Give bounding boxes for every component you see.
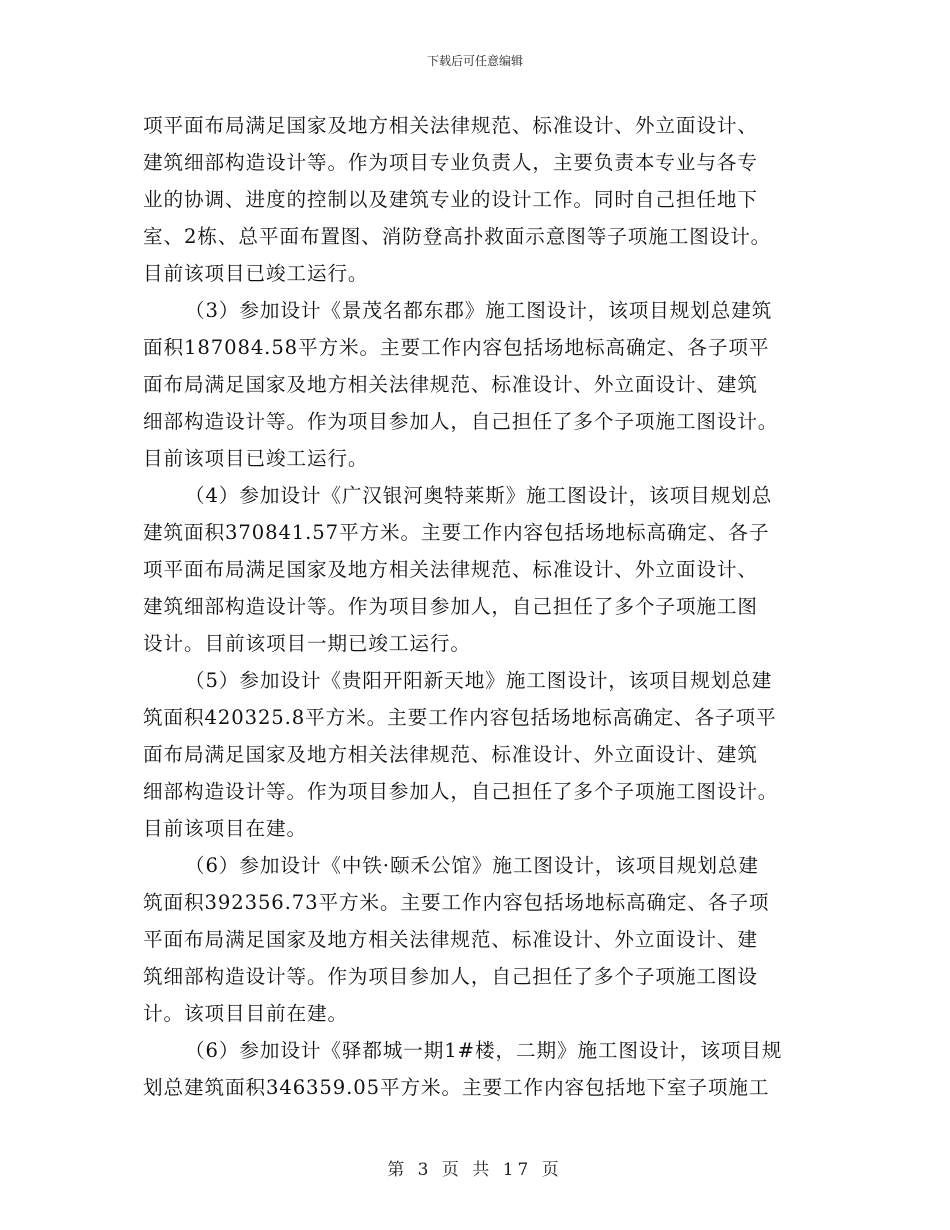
text-line: 项平面布局满足国家及地方相关法律规范、标准设计、外立面设计、	[143, 558, 758, 581]
text-line: 筑细部构造设计等。作为项目参加人，自己担任了多个子项施工图设	[143, 965, 758, 988]
text-line: 项平面布局满足国家及地方相关法律规范、标准设计、外立面设计、	[143, 114, 758, 137]
text-line: 计。该项目目前在建。	[143, 1002, 348, 1025]
text-line: 面布局满足国家及地方相关法律规范、标准设计、外立面设计、建筑	[143, 373, 758, 396]
document-body	[143, 107, 811, 1106]
text-line: 目前该项目在建。	[143, 817, 307, 840]
text-line: 设计。目前该项目一期已竣工运行。	[143, 632, 471, 655]
text-line: 面布局满足国家及地方相关法律规范、标准设计、外立面设计、建筑	[143, 743, 758, 766]
paragraph-first-line: （5）参加设计《贵阳开阳新天地》施工图设计，该项目规划总建	[185, 669, 773, 692]
text-line: 目前该项目已竣工运行。	[143, 262, 369, 285]
text-line: 建筑细部构造设计等。作为项目专业负责人，主要负责本专业与各专	[143, 151, 758, 174]
text-line: 筑面积420325.8平方米。主要工作内容包括场地标高确定、各子项平	[143, 706, 777, 729]
text-line: 划总建筑面积346359.05平方米。主要工作内容包括地下室子项施工	[143, 1076, 770, 1099]
paragraph-first-line: （3）参加设计《景茂名都东郡》施工图设计，该项目规划总建筑	[185, 299, 773, 322]
text-line: 面积187084.58平方米。主要工作内容包括场地标高确定、各子项平	[143, 336, 770, 359]
text-line: 建筑面积370841.57平方米。主要工作内容包括场地标高确定、各子	[143, 521, 770, 544]
text-line: 细部构造设计等。作为项目参加人，自己担任了多个子项施工图设计。	[143, 410, 779, 433]
text-line: 业的协调、进度的控制以及建筑专业的设计工作。同时自己担任地下	[143, 188, 758, 211]
paragraph-first-line: （6）参加设计《中铁·颐禾公馆》施工图设计，该项目规划总建	[185, 854, 759, 877]
paragraph-first-line: （6）参加设计《驿都城一期1#楼，二期》施工图设计，该项目规	[185, 1039, 783, 1062]
text-line: 目前该项目已竣工运行。	[143, 447, 369, 470]
text-line: 建筑细部构造设计等。作为项目参加人，自己担任了多个子项施工图	[143, 595, 758, 618]
text-line: 室、2栋、总平面布置图、消防登高扑救面示意图等子项施工图设计。	[143, 225, 772, 248]
text-line: 筑面积392356.73平方米。主要工作内容包括场地标高确定、各子项	[143, 891, 770, 914]
text-line: 平面布局满足国家及地方相关法律规范、标准设计、外立面设计、建	[143, 928, 758, 951]
page-header-note: 下载后可任意编辑	[426, 54, 523, 68]
text-line: 细部构造设计等。作为项目参加人，自己担任了多个子项施工图设计。	[143, 780, 779, 803]
paragraph-first-line: （4）参加设计《广汉银河奥特莱斯》施工图设计，该项目规划总	[185, 484, 773, 507]
page-number: 第 3 页 共 17 页	[387, 1160, 563, 1180]
